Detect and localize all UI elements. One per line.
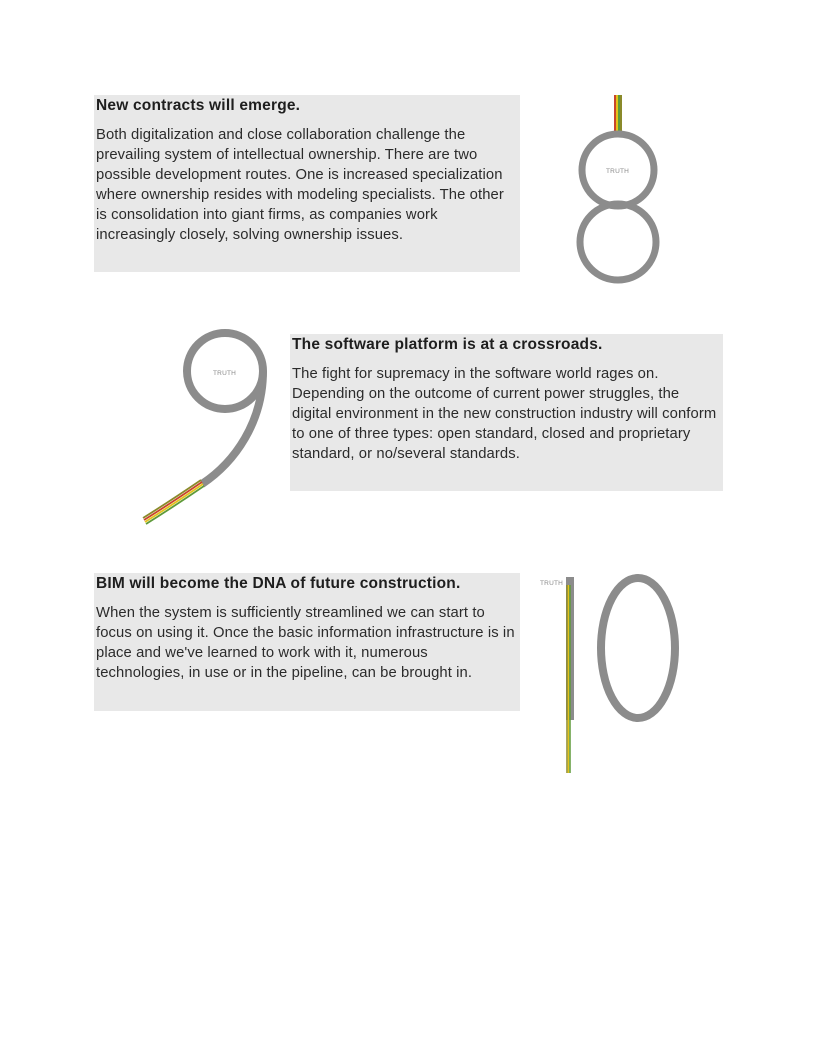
section-heading: New contracts will emerge.	[96, 97, 301, 114]
section-bim-dna	[94, 573, 520, 711]
section-new-contracts	[94, 95, 520, 272]
nine-digit-shape	[187, 333, 263, 484]
truth-label: TRUTH	[540, 580, 564, 587]
wire-strands-icon	[143, 480, 204, 524]
numeral-eight-graphic	[570, 95, 670, 290]
truth-label: TRUTH	[213, 370, 237, 377]
section-heading: The software platform is at a crossroads.	[292, 336, 603, 353]
section-software-platform	[290, 334, 723, 491]
numeral-ten-graphic	[538, 575, 683, 775]
numeral-nine-graphic	[140, 332, 280, 524]
section-heading: BIM will become the DNA of future construction.	[96, 575, 461, 592]
section-body: When the system is sufficiently streamlined we can start to focus on using it. Once the basic information infrastructure is in place and we've learned to work with it, numerous technologies, in use or in the pipeline, can be brought in.	[96, 605, 515, 681]
section-body: The fight for supremacy in the software world rages on. Depending on the outcome of current power struggles, the digital environment in the new construction industry will conform to one of three types: open standard, closed and proprietary standard, or no/several standards.	[292, 366, 717, 462]
eight-digit-shape	[580, 134, 656, 280]
truth-label: TRUTH	[606, 168, 630, 175]
wire-strands-icon	[567, 585, 570, 773]
zero-digit-shape	[601, 578, 675, 718]
section-body: Both digitalization and close collaboration challenge the prevailing system of intellectual ownership. There are two possible development routes. One is increased specialization where ownership resides with modeling specialists. The other is consolidation into giant firms, as companies work increasingly closely, solving ownership issues.	[96, 127, 504, 243]
wire-strands-icon	[615, 95, 621, 135]
